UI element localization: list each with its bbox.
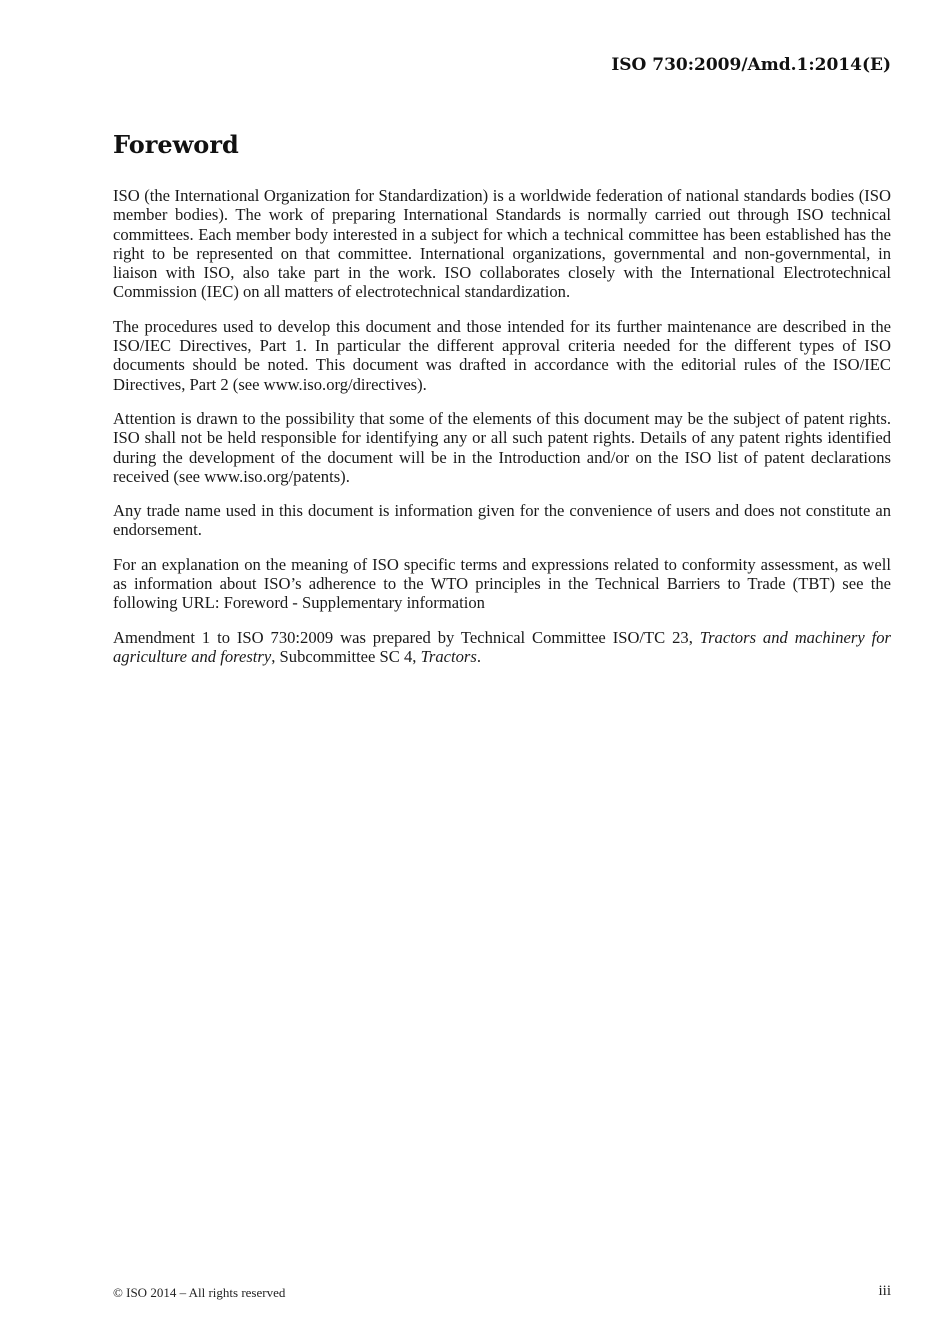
document-identifier: ISO 730:2009/Amd.1:2014(E) — [611, 55, 891, 75]
foreword-body — [113, 186, 891, 681]
paragraph-patent-rights: Attention is drawn to the possibility that some of the elements of this document may be the subject of patent rights. ISO shall not be held responsible for identifying any or all such patent rights. Details of any patent rights identified during the development of the document will be in the Introduction and/or on the ISO list of patent declarations received (see www.iso.org/patents). — [113, 408, 891, 486]
paragraph-trade-name: Any trade name used in this document is information given for the convenience of users and does not constitute an endorsement. — [113, 501, 891, 540]
paragraph-conformity: For an explanation on the meaning of ISO specific terms and expressions related to conformity assessment, as well as information about ISO’s adherence to the WTO principles in the Technical Barriers to Trade (TBT) see the following URL: Foreword - Supplementary information — [113, 554, 891, 613]
paragraph-amendment — [113, 628, 891, 667]
page-title: Foreword — [113, 130, 239, 159]
subcommittee-title: Tractors — [420, 646, 477, 666]
amendment-suffix: . — [476, 646, 482, 666]
copyright-notice: © ISO 2014 – All rights reserved — [113, 1285, 286, 1300]
page-number: iii — [878, 1283, 891, 1299]
paragraph-iso-intro: ISO (the International Organization for Standardization) is a worldwide federation of national standards bodies (ISO member bodies). The work of preparing International Standards is normally carried out through ISO technical committees. Each member body interested in a subject for which a technical committee has been established has the right to be represented on that committee. International organizations, governmental and non-governmental, in liaison with ISO, also take part in the work. ISO collaborates closely with the International Electrotechnical Commission (IEC) on all matters of electrotechnical standardization. — [113, 186, 891, 302]
amendment-middle: , Subcommittee SC 4, — [271, 646, 421, 666]
committee-title: Tractors and machinery for agriculture and forestry — [113, 627, 891, 666]
paragraph-procedures: The procedures used to develop this document and those intended for its further maintenance are described in the ISO/IEC Directives, Part 1. In particular the different approval criteria needed for the different types of ISO documents should be noted. This document was drafted in accordance with the editorial rules of the ISO/IEC Directives, Part 2 (see www.iso.org/directives). — [113, 316, 891, 394]
amendment-prefix: Amendment 1 to ISO 730:2009 was prepared by Technical Committee ISO/TC 23, — [113, 627, 700, 647]
